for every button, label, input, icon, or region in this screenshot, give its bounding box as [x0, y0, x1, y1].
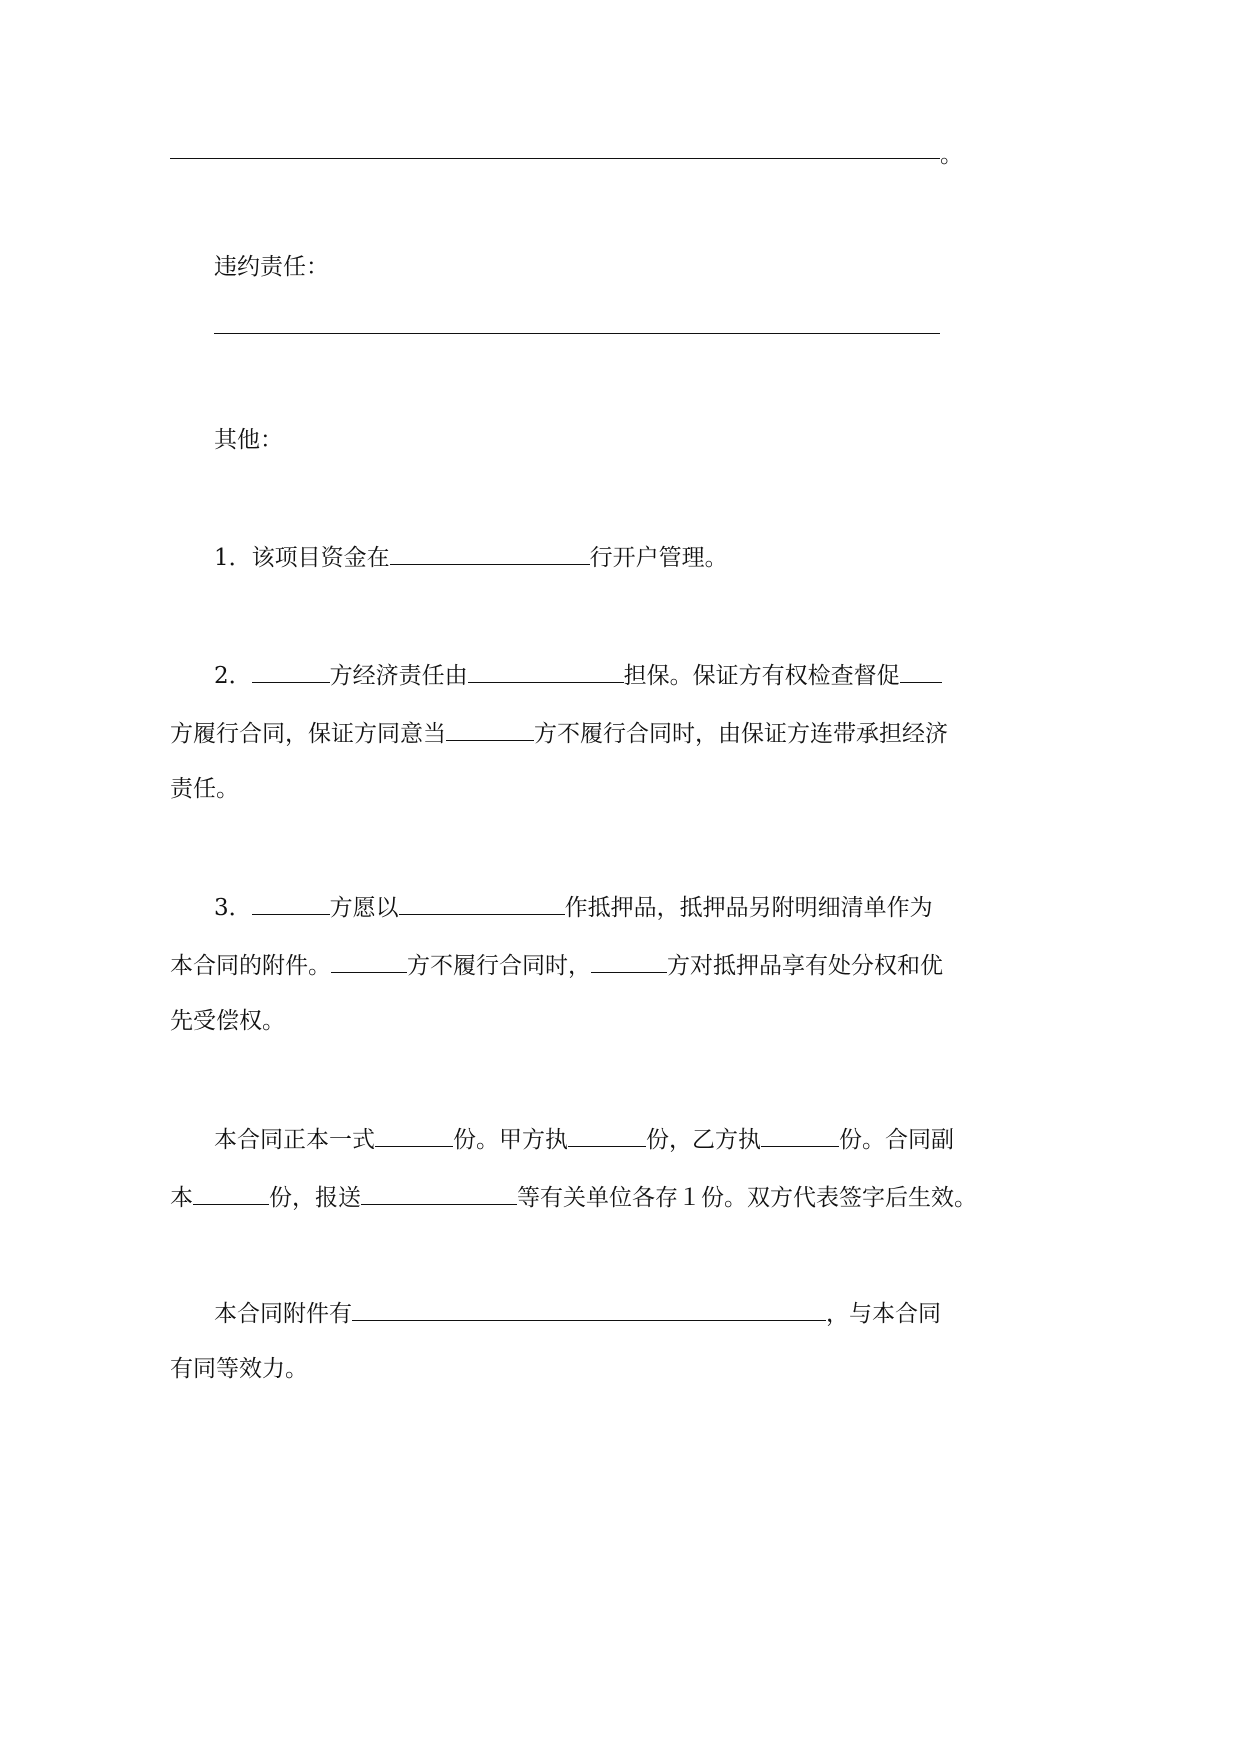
guarantor-blank[interactable] — [468, 658, 624, 683]
party-b-copies-blank[interactable] — [761, 1122, 839, 1147]
item-3-text-a: 方愿以 — [329, 895, 399, 921]
recipient-blank[interactable] — [361, 1180, 517, 1205]
copies-text-d: 份。合同副 — [839, 1127, 954, 1153]
copies-text-a: 本合同正本一式 — [214, 1127, 375, 1153]
item-3-text-c: 本合同的附件。 — [170, 953, 331, 979]
collateral-blank[interactable] — [399, 890, 565, 915]
item-2-text-c: 方履行合同，保证方同意当 — [170, 721, 446, 747]
copies-text-f: 份，报送 — [269, 1185, 361, 1211]
copies-text-e: 本 — [170, 1185, 193, 1211]
attachments-blank[interactable] — [352, 1296, 826, 1321]
party-blank[interactable] — [252, 890, 330, 915]
copies-text-b: 份。甲方执 — [453, 1127, 568, 1153]
copies-count-blank[interactable] — [375, 1122, 453, 1147]
item-2-line-2 — [170, 716, 948, 749]
attachments-text-b: ，与本合同 — [826, 1301, 941, 1327]
other-heading: 其他： — [214, 427, 283, 453]
item-2-number: 2． — [214, 663, 252, 689]
party-blank[interactable] — [252, 658, 330, 683]
item-3-number: 3． — [214, 895, 252, 921]
item-2-line-1 — [214, 658, 942, 691]
item-2-text-a: 方经济责任由 — [329, 663, 468, 689]
party-blank[interactable] — [446, 716, 534, 741]
breach-blank-line[interactable] — [214, 333, 940, 334]
breach-heading: 违约责任： — [214, 254, 329, 280]
party-blank[interactable] — [900, 658, 942, 683]
copies-text-c: 份，乙方执 — [646, 1127, 761, 1153]
attachments-line-2: 有同等效力。 — [170, 1356, 308, 1382]
item-1-text-b: 行开户管理。 — [589, 545, 728, 571]
item-3-line-2 — [170, 948, 943, 981]
item-3-text-d: 方不履行合同时， — [407, 953, 591, 979]
bank-name-blank[interactable] — [390, 540, 590, 565]
item-2-text-d: 方不履行合同时，由保证方连带承担经济 — [534, 721, 948, 747]
party-a-copies-blank[interactable] — [568, 1122, 646, 1147]
item-1-number: 1． — [214, 545, 252, 571]
item-2-line-3: 责任。 — [170, 776, 239, 802]
item-3-text-b: 作抵押品，抵押品另附明细清单作为 — [564, 895, 933, 921]
item-3-line-1 — [214, 890, 933, 923]
item-1 — [214, 540, 728, 573]
copies-line-2 — [170, 1180, 977, 1213]
top-line-period: 。 — [940, 142, 963, 168]
blank-line-top[interactable] — [170, 158, 940, 159]
item-2-text-b: 担保。保证方有权检查督促 — [623, 663, 900, 689]
copies-line-1 — [214, 1122, 954, 1155]
attachments-text-a: 本合同附件有 — [214, 1301, 352, 1327]
attachments-line-1 — [214, 1296, 941, 1329]
copies-text-g: 等有关单位各存１份。双方代表签字后生效。 — [517, 1185, 977, 1211]
party-blank[interactable] — [331, 948, 407, 973]
item-3-text-e: 方对抵押品享有处分权和优 — [667, 953, 943, 979]
party-blank[interactable] — [591, 948, 667, 973]
duplicate-count-blank[interactable] — [193, 1180, 269, 1205]
item-3-line-3: 先受偿权。 — [170, 1008, 285, 1034]
item-1-text-a: 该项目资金在 — [251, 545, 390, 571]
